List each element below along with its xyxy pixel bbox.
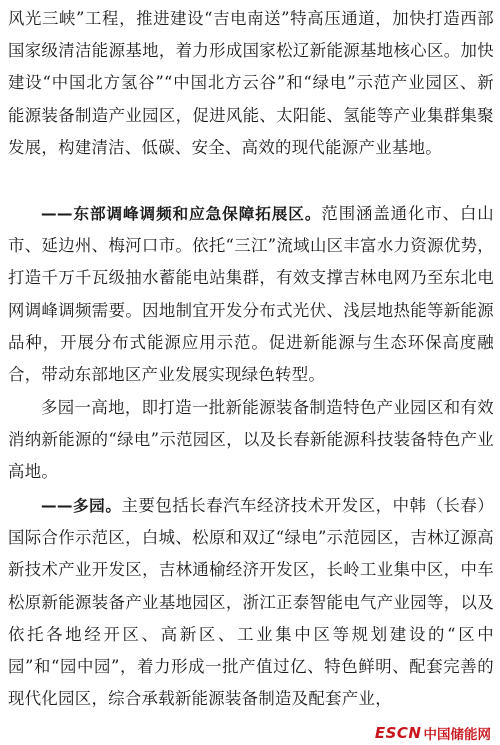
paragraph-2-lead: ——东部调峰调频和应急保障拓展区。: [41, 205, 322, 223]
paragraph-2-body: 范围涵盖通化市、白山市、延边州、梅河口市。依托“三江”流域山区丰富水力资源优势，打造千万千瓦级抽水蓄能电站集群，有效支撑吉林电网乃至东北电网调峰调频需要。因地制宜开发分布式光伏、浅层地热能等新能源品种，开展分布式能源应用示范。促进新能源与生态环保高度融合，带动东部地区产业发展实现绿色转型。: [8, 204, 495, 385]
paragraph-4-lead: ——多园。: [41, 497, 122, 515]
document-page: [8, 0, 494, 745]
paragraph-3: 多园一高地，即打造一批新能源装备制造特色产业园区和有效消纳新能源的“绿电”示范园区，以及长春新能源科技装备特色产业高地。: [8, 398, 494, 482]
paragraph-4: [8, 490, 494, 715]
escn-watermark-logo: [373, 723, 493, 743]
paragraph-4-body: 主要包括长春汽车经济技术开发区，中韩（长春）国际合作示范区，白城、松原和双辽“绿电”示范园区，吉林辽源高新技术产业开发区，吉林通榆经济开发区，长岭工业集中区，中车松原新能源装备产业基地园区，浙江正泰智能电气产业园等，以及依托各地经开区、高新区、工业集中区等规划建设的“区中园”和“园中园”，着力形成一批产值过亿、特色鲜明、配套完善的现代化园区，综合承载新能源装备制造及配套产业，: [8, 496, 494, 709]
watermark-cjk: 中国储能网: [423, 727, 491, 743]
paragraph-2: [8, 198, 494, 391]
watermark-latin: ESCN: [374, 724, 422, 742]
paragraph-1: 风光三峡”工程，推进建设“吉电南送”特高压通道，加快打造西部国家级清洁能源基地，着力形成国家松辽新能源基地核心区。加快建设“中国北方氢谷”“中国北方云谷”和“绿电”示范产业园区、新能源装备制造产业园区，促进风能、太阳能、氢能等产业集群集聚发展，构建清洁、低碳、安全、高效的现代能源产业基地。: [8, 9, 494, 157]
